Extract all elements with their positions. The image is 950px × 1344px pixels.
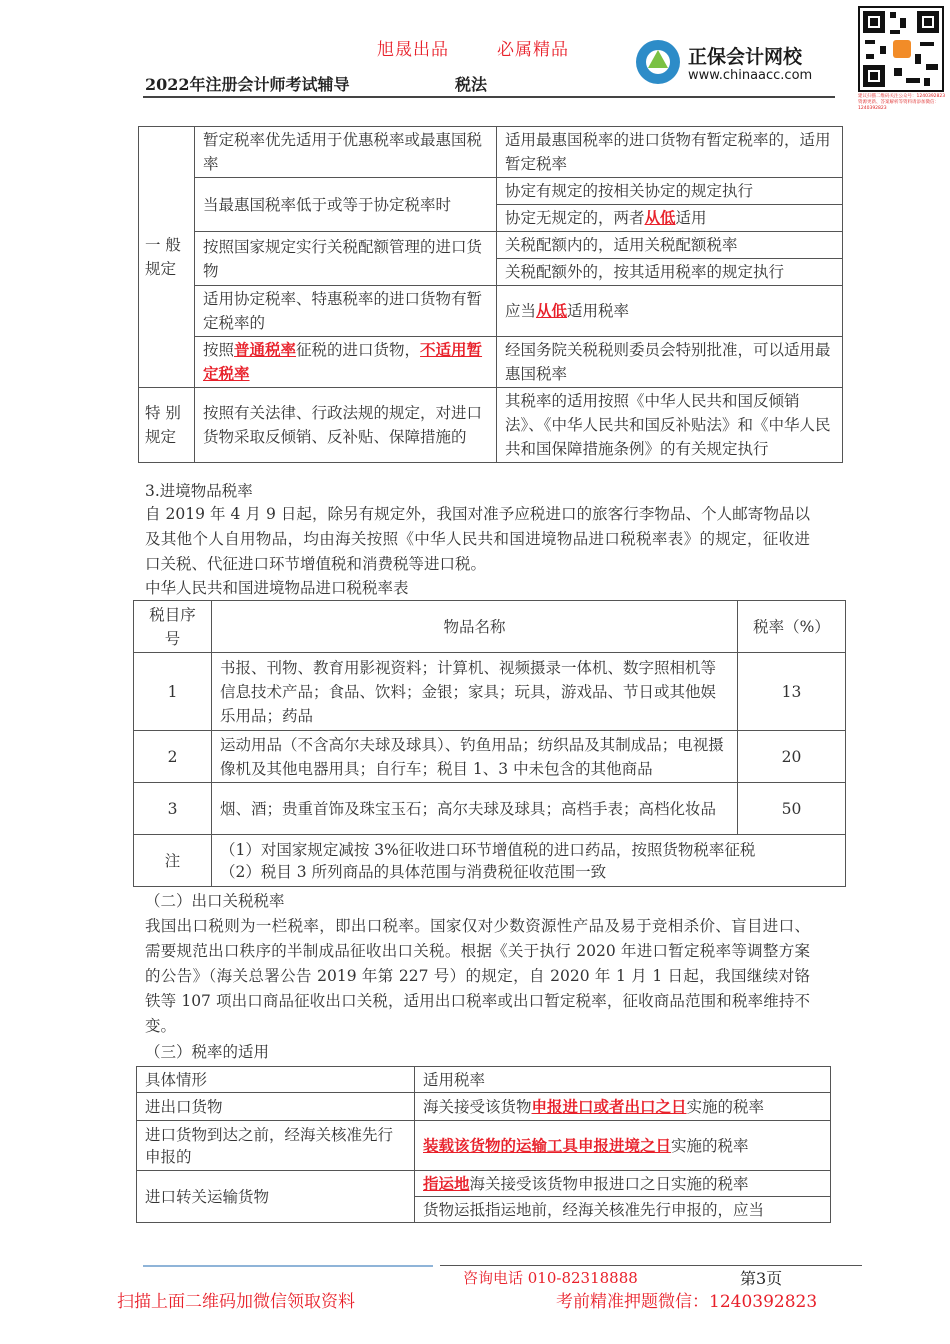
table-header-row	[137, 1067, 831, 1093]
group-label-special: 特 别规定	[139, 388, 195, 463]
highlight-text: 不适用暂定税率	[203, 340, 483, 383]
note-line: （1）对国家规定减按 3%征收进口环节增值税的进口药品，按照货物税率征税	[220, 840, 756, 859]
highlight-text: 从低	[644, 208, 676, 227]
tariff-rules-table	[138, 126, 843, 463]
item-rate: 20	[738, 731, 846, 783]
consult-phone: 咨询电话 010-82318888	[463, 1269, 638, 1287]
rule-cell: 协定有规定的按相关协定的规定执行	[497, 178, 843, 205]
column-header: 适用税率	[415, 1067, 831, 1093]
column-header: 物品名称	[212, 601, 738, 653]
header-divider	[143, 96, 835, 98]
doc-title: 2022年注册会计师考试辅导	[145, 75, 350, 94]
table-row	[137, 1093, 831, 1121]
case-cell: 进出口货物	[137, 1093, 415, 1121]
table-row	[134, 835, 846, 887]
rule-cell: 经国务院关税税则委员会特别批准，可以适用最惠国税率	[497, 337, 843, 388]
rule-text: 应当	[505, 302, 537, 320]
slogan-left: 旭晟出品	[377, 40, 449, 60]
rate-text: 海关接受该货物	[423, 1097, 532, 1116]
highlight-text: 装载该货物的运输工具申报进境之日	[423, 1135, 672, 1155]
table-row	[139, 286, 843, 337]
item-name: 书报、刊物、教育用影视资料；计算机、视频摄录一体机、数字照相机等信息技术产品；食品、饮料；金银；家具；玩具，游戏品、节日或其他娱乐用品；药品	[212, 653, 738, 731]
table-row	[139, 337, 843, 388]
condition-cell: 按照国家规定实行关税配额管理的进口货物	[195, 232, 497, 286]
qr-note: 建议扫描二维码关注公众号：1240392823 资源更新、答案解析等资料请添加微信：1240392823	[858, 94, 946, 111]
case-cell: 进口货物到达之前，经海关核准先行申报的	[137, 1121, 415, 1171]
rate-text: 实施的税率	[686, 1097, 765, 1116]
item-name: 烟、酒；贵重首饰及珠宝玉石；高尔夫球及球具；高档手表；高档化妆品	[212, 783, 738, 835]
footer-left-text: 扫描上面二维码加微信领取资料	[117, 1292, 355, 1312]
note-cell	[212, 835, 846, 887]
rate-cell: 货物运抵指运地前，经海关核准先行申报的，应当	[415, 1197, 831, 1223]
table-row	[134, 731, 846, 783]
note-line: （2）税目 3 所列商品的具体范围与消费税征收范围一致	[220, 862, 607, 881]
rule-cell	[497, 286, 843, 337]
highlight-text: 从低	[536, 301, 568, 320]
slogan-right: 必属精品	[497, 40, 569, 60]
qr-center-logo-icon	[893, 40, 911, 58]
page-number: 第3页	[740, 1269, 783, 1288]
section-heading: 3.进境物品税率	[145, 482, 253, 500]
footer-right-text: 考前精准押题微信：1240392823	[556, 1292, 818, 1312]
case-cell: 进口转关运输货物	[137, 1171, 415, 1223]
rule-text: 协定无规定的，两者	[505, 209, 645, 227]
column-header: 税目序号	[134, 601, 212, 653]
item-number: 2	[134, 731, 212, 783]
footer-divider-right	[440, 1265, 862, 1266]
cond-text: 按照	[203, 341, 235, 359]
rate-text: 实施的税率	[671, 1136, 749, 1155]
group-label-general: 一 般规定	[139, 127, 195, 388]
table-row	[134, 783, 846, 835]
rule-cell: 其税率的适用按照《中华人民共和国反倾销法》、《中华人民共和国反补贴法》和《中华人民共和国保障措施条例》的有关规定执行	[497, 388, 843, 463]
table-row	[139, 178, 843, 205]
item-name: 运动用品（不含高尔夫球及球具）、钓鱼用品；纺织品及其制成品；电视摄像机及其他电器用具；自行车；税目 1、3 中未包含的其他商品	[212, 731, 738, 783]
section-heading: （二）出口关税税率	[145, 892, 285, 910]
table-row	[134, 653, 846, 731]
rule-cell: 适用最惠国税率的进口货物有暂定税率的，适用暂定税率	[497, 127, 843, 178]
note-label: 注	[134, 835, 212, 887]
column-header: 具体情形	[137, 1067, 415, 1093]
rule-cell: 关税配额外的，按其适用税率的规定执行	[497, 259, 843, 286]
rule-cell	[497, 205, 843, 232]
item-number: 1	[134, 653, 212, 731]
brand-url: www.chinaacc.com	[688, 68, 813, 83]
rate-cell	[415, 1121, 831, 1171]
brand-name: 正保会计网校	[688, 46, 803, 68]
import-tax-rate-table	[133, 600, 846, 887]
rate-application-table	[136, 1066, 831, 1223]
rate-text: 海关接受该货物申报进口之日实施的税率	[469, 1174, 749, 1193]
table-row	[139, 127, 843, 178]
rate-cell	[415, 1171, 831, 1197]
condition-cell: 适用协定税率、特惠税率的进口货物有暂定税率的	[195, 286, 497, 337]
section-heading: （三）税率的适用	[145, 1043, 270, 1061]
footer-divider-left	[143, 1265, 433, 1267]
condition-cell: 按照有关法律、行政法规的规定，对进口货物采取反倾销、反补贴、保障措施的	[195, 388, 497, 463]
cond-text: 征税的进口货物，	[296, 341, 421, 359]
table-row	[139, 232, 843, 259]
highlight-text: 普通税率	[234, 340, 297, 359]
table-row	[139, 388, 843, 463]
section-paragraph: 自 2019 年 4 月 9 日起，除另有规定外，我国对准予应税进口的旅客行李物品、个人邮寄物品以及其他个人自用物品，均由海关按照《中华人民共和国进境物品进口税税率表》的规定，征收进口关税、代征进口环节增值税和消费税等进口税。	[145, 505, 810, 573]
table-row	[137, 1121, 831, 1171]
item-number: 3	[134, 783, 212, 835]
column-header: 税率（%）	[738, 601, 846, 653]
rule-cell: 关税配额内的，适用关税配额税率	[497, 232, 843, 259]
subject-title: 税法	[455, 75, 488, 94]
condition-cell	[195, 337, 497, 388]
item-rate: 50	[738, 783, 846, 835]
highlight-text: 申报进口或者出口之日	[531, 1096, 687, 1116]
table-row	[137, 1171, 831, 1197]
condition-cell: 当最惠国税率低于或等于协定税率时	[195, 178, 497, 232]
rate-cell	[415, 1093, 831, 1121]
item-rate: 13	[738, 653, 846, 731]
section-paragraph: 我国出口税则为一栏税率，即出口税率。国家仅对少数资源性产品及易于竞相杀价、盲目进口、需要规范出口秩序的半制成品征收出口关税。根据《关于执行 2020 年进口暂定税率等调整方案的公告》（海关总署公告 2019 年第 227 号）的规定，自 2020 年 1 月 1 日起，我国继续对铬铁等 107 项出口商品征收出口关税，适用出口税率或出口暂定税率，征收商品范围和税率维持不变。	[145, 917, 810, 1035]
table-caption: 中华人民共和国进境物品进口税税率表	[145, 579, 409, 597]
highlight-text: 指运地	[423, 1173, 470, 1193]
condition-cell: 暂定税率优先适用于优惠税率或最惠国税率	[195, 127, 497, 178]
rule-text: 适用	[675, 209, 707, 227]
rule-text: 适用税率	[567, 302, 630, 320]
table-header-row	[134, 601, 846, 653]
brand-logo-mark-icon	[648, 50, 668, 68]
